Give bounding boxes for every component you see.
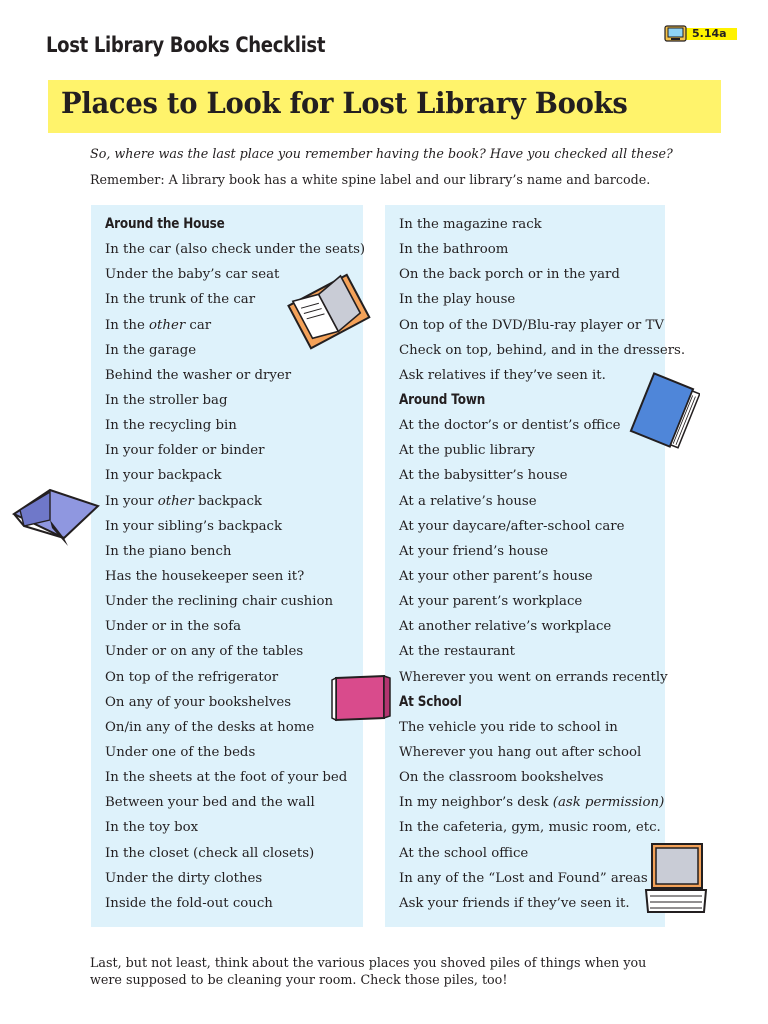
list-item: Under the baby’s car seat [105, 267, 280, 283]
list-item: At your friend’s house [399, 543, 549, 559]
right-checklist [399, 212, 685, 916]
list-item: In any of the “Lost and Found” areas [399, 870, 648, 886]
list-item: Under the reclining chair cushion [105, 594, 334, 610]
list-item: At your daycare/after-school care [399, 518, 625, 534]
list-item: In the toy box [105, 820, 199, 836]
intro-question: So, where was the last place you remember having the book? Have you checked all these? [90, 146, 673, 161]
list-item: Inside the fold-out couch [105, 895, 273, 911]
book-blue-icon [628, 372, 700, 454]
list-item: At the restaurant [399, 644, 516, 660]
list-item: On top of the refrigerator [105, 669, 279, 685]
list-item: On the back porch or in the yard [399, 267, 620, 283]
list-item: On top of the DVD/Blu-ray player or TV [399, 317, 664, 333]
list-item: In your folder or binder [105, 443, 265, 459]
closing-note [90, 954, 690, 988]
list-item: In my neighbor’s desk (ask permission) [399, 795, 665, 811]
list-item: On any of your bookshelves [105, 694, 292, 710]
list-item: In the play house [399, 292, 516, 308]
list-item: At your other parent’s house [399, 568, 593, 584]
list-item: At your parent’s workplace [399, 594, 583, 610]
list-item: Under or in the sofa [105, 619, 242, 635]
list-item: Between your bed and the wall [105, 795, 315, 811]
banner-title: Places to Look for Lost Library Books [61, 86, 628, 120]
list-item: In the piano bench [105, 543, 232, 559]
open-book-orange-icon [278, 266, 378, 358]
list-item: Under one of the beds [105, 744, 256, 760]
worksheet-title: Lost Library Books Checklist [46, 33, 326, 57]
list-item: In the cafeteria, gym, music room, etc. [399, 820, 661, 836]
list-item: Check on top, behind, and in the dressers. [399, 342, 686, 358]
list-item: In the stroller bag [105, 392, 228, 408]
book-pink-icon [328, 670, 394, 724]
list-item: In your other backpack [105, 493, 262, 509]
list-item: In the recycling bin [105, 418, 237, 434]
list-item: Ask relatives if they’ve seen it. [399, 367, 606, 383]
list-item: In the sheets at the foot of your bed [105, 770, 348, 786]
computer-icon [664, 25, 688, 43]
section-heading-house: Around the House [105, 216, 225, 232]
list-item: On the classroom bookshelves [399, 770, 604, 786]
open-book-purple-icon [10, 480, 104, 550]
list-item: In the car (also check under the seats) [105, 242, 366, 258]
list-item: In your sibling’s backpack [105, 518, 283, 534]
list-item: In the bathroom [399, 242, 509, 258]
open-book-gray-icon [642, 840, 710, 918]
closing-note-line: were supposed to be cleaning your room. Check those piles, too! [90, 972, 508, 987]
list-item: At the doctor’s or dentist’s office [399, 418, 621, 434]
list-item: Under the dirty clothes [105, 870, 263, 886]
list-item: In the garage [105, 342, 197, 358]
list-item: At the public library [399, 443, 535, 459]
list-item: At a relative’s house [399, 493, 537, 509]
list-item: Wherever you went on errands recently [399, 669, 668, 685]
list-item: In the magazine rack [399, 217, 542, 232]
page-tag [664, 25, 737, 42]
list-item: In your backpack [105, 468, 222, 484]
tag-label: 5.14a [692, 27, 727, 40]
title-banner [48, 80, 721, 133]
list-item: At another relative’s workplace [399, 619, 612, 635]
list-item: In the other car [105, 317, 212, 333]
list-item: Behind the washer or dryer [105, 367, 292, 383]
list-item: On/in any of the desks at home [105, 719, 315, 735]
list-item: At the school office [399, 845, 529, 861]
list-item: Wherever you hang out after school [399, 744, 642, 760]
intro-reminder: Remember: A library book has a white spine label and our library’s name and barcode. [90, 172, 651, 187]
list-item: In the closet (check all closets) [105, 845, 315, 861]
list-item: Ask your friends if they’ve seen it. [399, 895, 630, 911]
list-item: The vehicle you ride to school in [399, 719, 618, 735]
list-item: Under or on any of the tables [105, 644, 304, 660]
list-item: At the babysitter’s house [399, 468, 568, 484]
list-item: In the trunk of the car [105, 292, 256, 308]
section-heading-school: At School [399, 693, 462, 710]
list-item: Has the housekeeper seen it? [105, 568, 305, 584]
closing-note-line: Last, but not least, think about the various places you shoved piles of things when you [90, 955, 647, 970]
section-heading-town: Around Town [399, 391, 486, 408]
